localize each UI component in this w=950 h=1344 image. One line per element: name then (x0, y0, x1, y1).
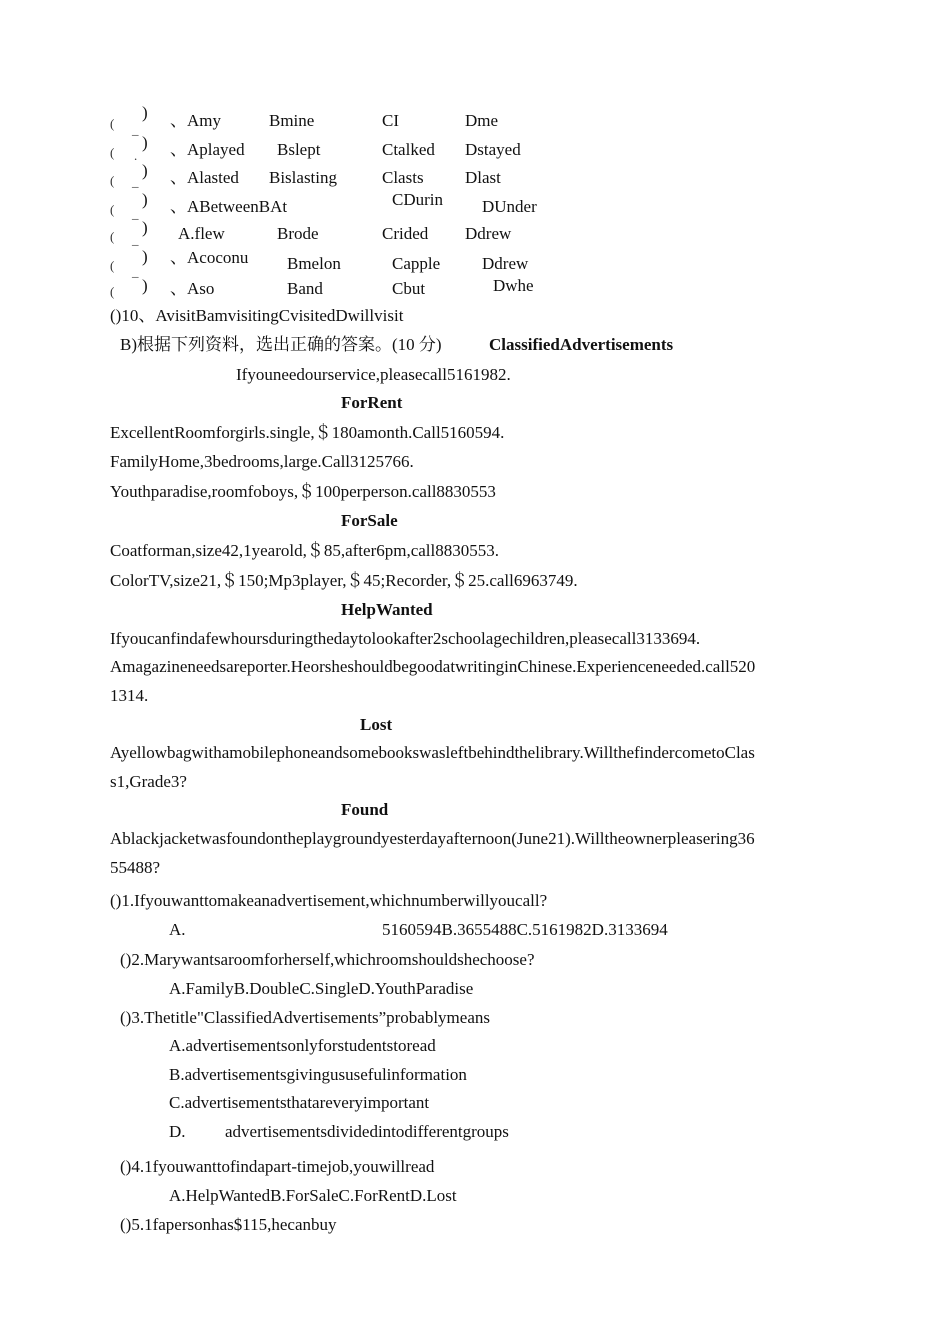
option-b: Brode (277, 224, 319, 243)
heading-help-wanted: HelpWanted (341, 600, 433, 619)
option-b: Bislasting (269, 168, 338, 187)
question-4-options: A.HelpWantedB.ForSaleC.ForRentD.Lost (169, 1186, 457, 1205)
question-2: ()2.Marywantsaroomforherself,whichroomshouldshechoose? (120, 950, 535, 969)
row-open-paren: ( (110, 284, 115, 299)
ad-line: 55488? (110, 858, 161, 877)
row-number: _ (132, 264, 139, 279)
option-a: A.flew (178, 224, 225, 243)
question-3-option-b: B.advertisementsgivingususefulinformation (169, 1065, 467, 1084)
ad-line: s1,Grade3? (110, 772, 187, 791)
row-open-paren: ( (110, 202, 115, 217)
ad-line: 1314. (110, 686, 149, 705)
option-d: DUnder (482, 197, 537, 216)
question-1-options: 5160594B.3655488C.5161982D.3133694 (382, 920, 668, 939)
heading-for-sale: ForSale (341, 511, 398, 530)
ad-line: Amagazineneedsareporter.HeorsheshouldbegoodatwritinginChinese.Experienceneeded.call520 (110, 657, 756, 676)
option-a: 、Aplayed (170, 140, 245, 159)
option-d: Ddrew (465, 224, 512, 243)
question-5: ()5.1fapersonhas$115,hecanbuy (120, 1215, 337, 1234)
question-2-options: A.FamilyB.DoubleC.SingleD.YouthParadise (169, 979, 474, 998)
option-c: CDurin (392, 190, 443, 209)
row-close-paren: ) (142, 133, 148, 152)
question-4: ()4.1fyouwanttofindapart-timejob,youwillread (120, 1157, 435, 1176)
option-d: Dstayed (465, 140, 521, 159)
ad-line: FamilyHome,3bedrooms,large.Call3125766. (110, 452, 414, 471)
option-a: 、ABetweenBAt (170, 197, 288, 216)
row-close-paren: ) (142, 247, 148, 266)
ad-line: Youthparadise,roomfoboys,＄100perperson.call8830553 (110, 482, 496, 501)
row-close-paren: ) (142, 103, 148, 122)
option-a: 、Acoconu (170, 248, 249, 267)
option-b: Bmelon (287, 254, 341, 273)
option-c: Crided (382, 224, 429, 243)
row-close-paren: ) (142, 161, 148, 180)
option-c: Capple (392, 254, 441, 273)
row-open-paren: ( (110, 116, 115, 131)
row-open-paren: ( (110, 229, 115, 244)
question-3-option-d-label: D. (169, 1122, 186, 1141)
row-number: _ (132, 174, 139, 189)
question-1: ()1.Ifyouwanttomakeanadvertisement,whichnumberwillyoucall? (110, 891, 548, 910)
question-10: ()10、AvisitBamvisitingCvisitedDwillvisit (110, 306, 404, 325)
row-close-paren: ) (142, 276, 148, 295)
row-open-paren: ( (110, 145, 115, 160)
option-a: 、Amy (170, 111, 221, 130)
question-3-option-a: A.advertisementsonlyforstudentstoread (169, 1036, 436, 1055)
row-close-paren: ) (142, 190, 148, 209)
row-number: _ (132, 122, 139, 137)
ad-line: Coatforman,size42,1yearold,＄85,after6pm,call8830553. (110, 541, 499, 560)
section-instruction: B)根据下列资料，选出正确的答案。(10 分) (120, 335, 442, 354)
option-c: Ctalked (382, 140, 435, 159)
option-c: CI (382, 111, 399, 130)
heading-for-rent: ForRent (341, 393, 403, 412)
option-b: Bmine (269, 111, 315, 130)
service-line: Ifyouneedourservice,pleasecall5161982. (236, 365, 511, 384)
question-3-option-c: C.advertisementsthatareveryimportant (169, 1093, 430, 1112)
ad-line: Ayellowbagwithamobilephoneandsomebookswasleftbehindthelibrary.WillthefindercometoClas (110, 743, 755, 762)
question-3-option-d: advertisementsdividedintodifferentgroups (225, 1122, 509, 1141)
option-d: Dlast (465, 168, 501, 187)
ad-line: Ifyoucanfindafewhoursduringthedaytolookafter2schoolagechildren,pleasecall3133694. (110, 629, 701, 648)
option-a: 、Aso (170, 279, 215, 298)
row-number: . (134, 148, 138, 163)
row-close-paren: ) (142, 218, 148, 237)
question-1-label-a: A. (169, 920, 186, 939)
option-a: 、Alasted (170, 168, 239, 187)
option-c: Clasts (382, 168, 424, 187)
heading-found: Found (341, 800, 389, 819)
heading-lost: Lost (360, 715, 393, 734)
ad-line: Ablackjacketwasfoundontheplaygroundyesterdayafternoon(June21).Willtheownerpleasering36 (110, 829, 755, 848)
ad-line: ColorTV,size21,＄150;Mp3player,＄45;Recorder,＄25.call6963749. (110, 571, 578, 590)
row-number: _ (132, 232, 139, 247)
ad-line: ExcellentRoomforgirls.single,＄180amonth.Call5160594. (110, 423, 505, 442)
option-d: Dme (465, 111, 499, 130)
option-c: Cbut (392, 279, 426, 298)
question-3: ()3.Thetitle"ClassifiedAdvertisements”probablymeans (120, 1008, 490, 1027)
option-b: Bslept (277, 140, 321, 159)
row-open-paren: ( (110, 258, 115, 273)
option-d: Ddrew (482, 254, 529, 273)
row-number: _ (132, 206, 139, 221)
option-d: Dwhe (493, 276, 534, 295)
option-b: Band (287, 279, 323, 298)
row-open-paren: ( (110, 173, 115, 188)
section-title: ClassifiedAdvertisements (489, 335, 674, 354)
